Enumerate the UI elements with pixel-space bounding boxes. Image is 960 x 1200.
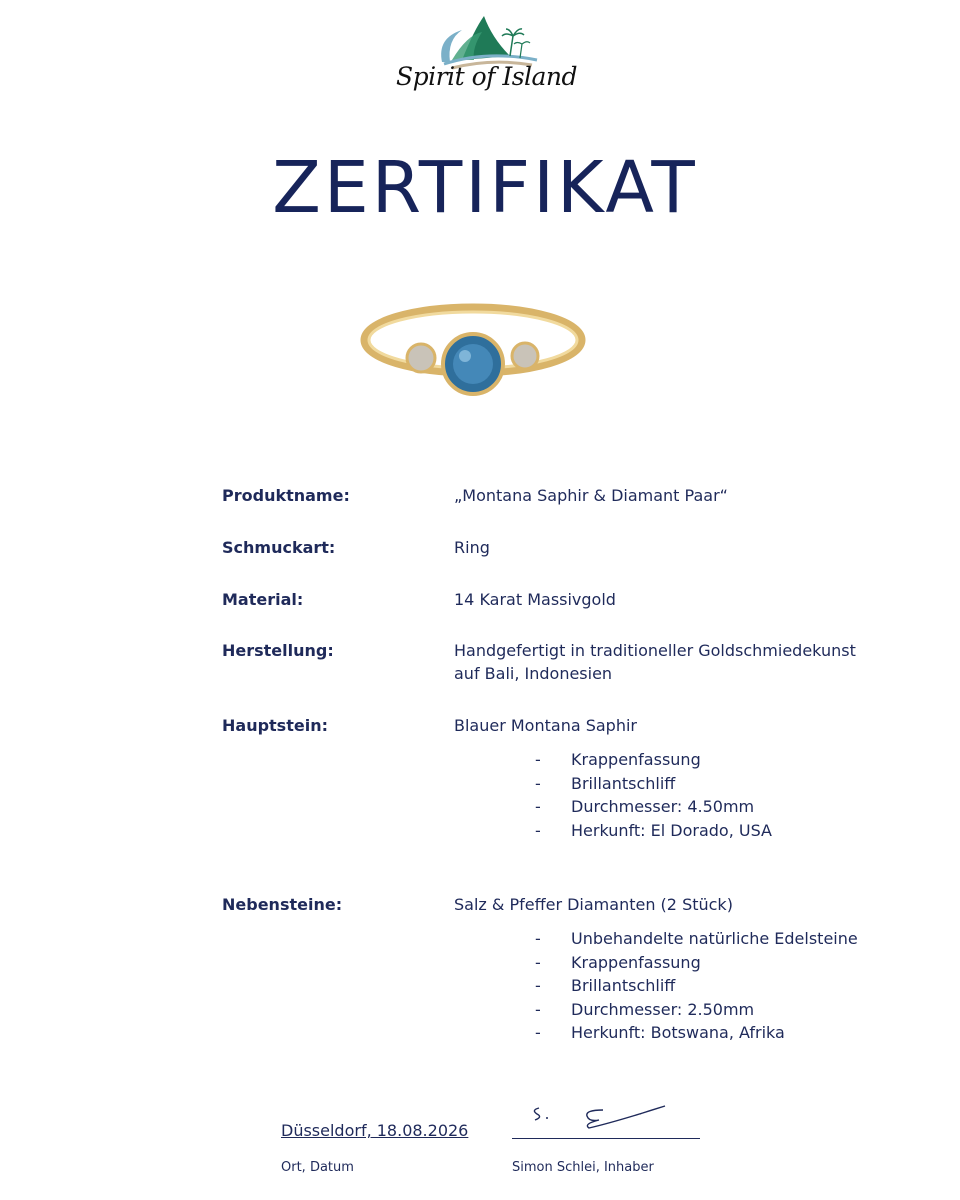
bullet-dash: - xyxy=(535,952,541,972)
brand-name: Spirit of Island xyxy=(396,62,578,91)
bullet-dash: - xyxy=(535,976,541,995)
bullet-dash: - xyxy=(535,750,541,769)
place-date: Düsseldorf, 18.08.2026 xyxy=(281,1121,469,1140)
bullet-dash: - xyxy=(535,999,541,1019)
detail-text: Durchmesser: 4.50mm xyxy=(571,797,755,816)
bullet-dash: - xyxy=(535,820,541,840)
detail-text: Brillantschliff xyxy=(571,773,676,793)
detail-text: Unbehandelte natürliche Edelsteine xyxy=(571,929,858,948)
field-label-schmuckart: Schmuckart: xyxy=(222,538,336,557)
field-value-herstellung-line2: auf Bali, Indonesien xyxy=(454,664,613,683)
detail-text: Durchmesser: 2.50mm xyxy=(571,999,755,1019)
list-item xyxy=(535,1023,858,1047)
field-value-nebensteine: Salz & Pfeffer Diamanten (2 Stück) xyxy=(454,895,733,914)
field-label-nebensteine: Nebensteine: xyxy=(222,895,343,914)
nebensteine-details-list xyxy=(535,929,858,1047)
detail-text: Herkunft: Botswana, Afrika xyxy=(571,1023,785,1042)
signer-caption: Simon Schlei, Inhaber xyxy=(512,1160,654,1175)
bullet-dash: - xyxy=(535,929,541,948)
list-item xyxy=(535,750,772,774)
bullet-dash: - xyxy=(535,797,541,816)
signature-line xyxy=(512,1138,700,1139)
place-date-caption: Ort, Datum xyxy=(281,1160,354,1175)
certificate-title: ZERTIFIKAT xyxy=(272,146,698,229)
field-label-herstellung: Herstellung: xyxy=(222,641,334,660)
field-value-material: 14 Karat Massivgold xyxy=(454,590,616,609)
list-item xyxy=(535,953,858,977)
field-label-hauptstein: Hauptstein: xyxy=(222,716,328,735)
list-item xyxy=(535,929,858,953)
detail-text: Krappenfassung xyxy=(571,750,701,769)
list-item xyxy=(535,797,772,821)
field-label-produktname: Produktname: xyxy=(222,486,350,505)
list-item xyxy=(535,774,772,798)
list-item xyxy=(535,1000,858,1024)
logo-mountain-icon xyxy=(392,10,572,110)
field-label-material: Material: xyxy=(222,590,304,609)
detail-text: Herkunft: El Dorado, USA xyxy=(571,820,772,840)
field-value-herstellung-line1: Handgefertigt in traditioneller Goldschmiedekunst xyxy=(454,641,856,660)
bullet-dash: - xyxy=(535,1023,541,1042)
brand-logo xyxy=(392,10,572,110)
hauptstein-details-list xyxy=(535,750,772,844)
ring-image xyxy=(355,296,595,416)
list-item xyxy=(535,821,772,845)
field-value-produktname: „Montana Saphir & Diamant Paar“ xyxy=(454,486,728,505)
detail-text: Krappenfassung xyxy=(571,952,701,972)
field-value-hauptstein: Blauer Montana Saphir xyxy=(454,716,637,735)
bullet-dash: - xyxy=(535,773,541,793)
detail-text: Brillantschliff xyxy=(571,976,676,995)
list-item xyxy=(535,976,858,1000)
field-value-schmuckart: Ring xyxy=(454,538,490,557)
signature-image xyxy=(525,1100,675,1132)
